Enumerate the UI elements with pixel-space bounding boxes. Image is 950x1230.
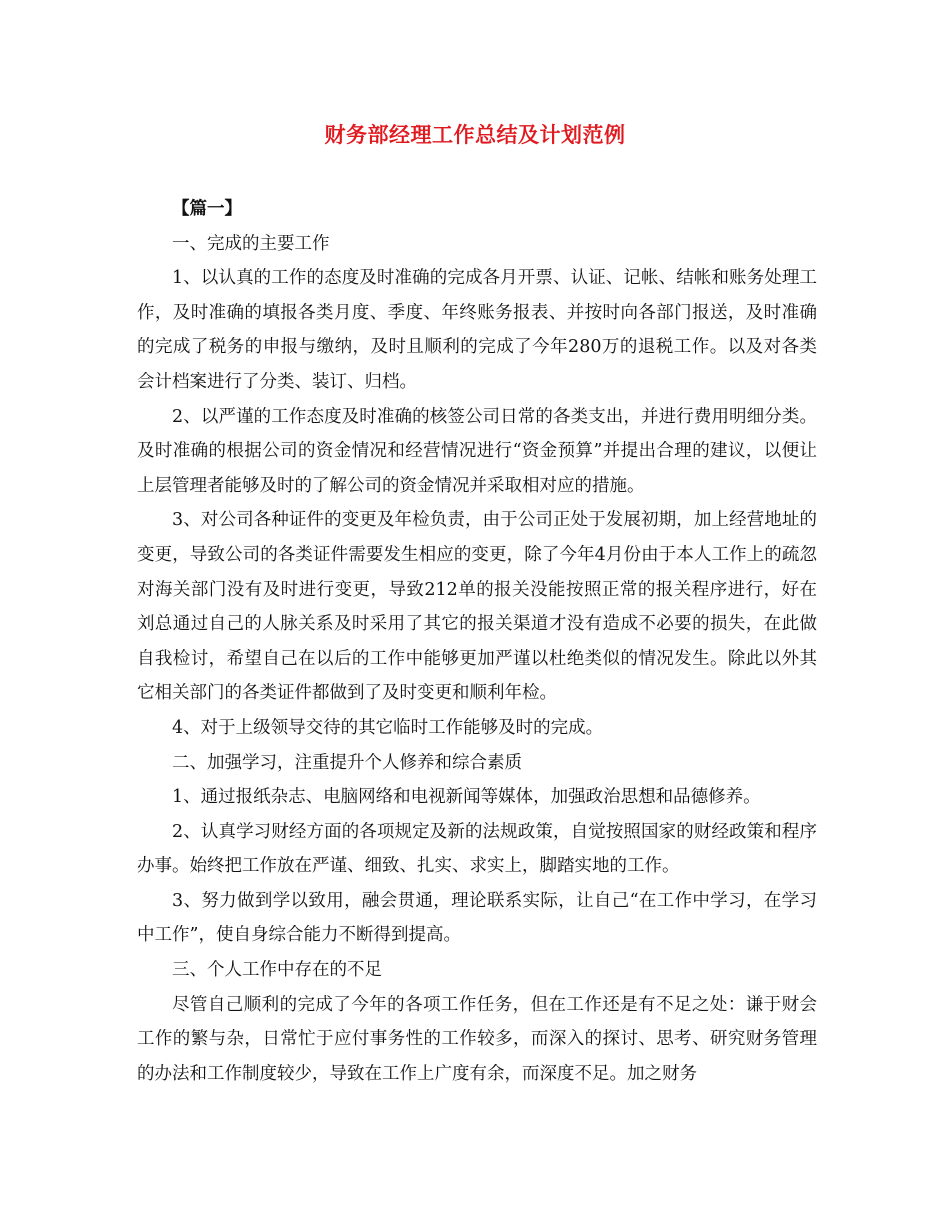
heading-study: 二、加强学习，注重提升个人修养和综合素质	[172, 752, 522, 773]
paragraph-work-item-4: 4、对于上级领导交待的其它临时工作能够及时的完成。	[172, 717, 604, 738]
heading-main-work: 一、完成的主要工作	[172, 233, 330, 254]
paragraph-study-item-1: 1、通过报纸杂志、电脑网络和电视新闻等媒体，加强政治思想和品德修养。	[172, 787, 761, 808]
paragraph-work-item-3: 3、对公司各种证件的变更及年检负责，由于公司正处于发展初期，加上经营地址的变更，导致公司的各类证件需要发生相应的变更，除了今年4月份由于本人工作上的疏忽对海关部门没有及时进行变更，导致212单的报关没能按照正常的报关程序进行，好在刘总通过自己的人脉关系及时采用了其它的报关渠道才没有造成不必要的损失，在此做自我检讨，希望自己在以后的工作中能够更加严谨以杜绝类似的情况发生。除此以外其它相关部门的各类证件都做到了及时变更和顺利年检。	[137, 510, 817, 704]
document-body	[137, 192, 817, 1091]
paragraph-shortcomings: 尽管自己顺利的完成了今年的各项工作任务，但在工作还是有不足之处：谦于财会工作的繁与杂，日常忙于应付事务性的工作较多，而深入的探讨、思考、研究财务管理的办法和工作制度较少，导致在工作上广度有余，而深度不足。加之财务	[137, 994, 817, 1084]
paragraph-work-item-2: 2、以严谨的工作态度及时准确的核签公司日常的各类支出，并进行费用明细分类。及时准确的根据公司的资金情况和经营情况进行“资金预算”并提出合理的建议，以便让上层管理者能够及时的了解公司的资金情况并采取相对应的措施。	[137, 406, 817, 496]
paragraph-study-item-2: 2、认真学习财经方面的各项规定及新的法规政策，自觉按照国家的财经政策和程序办事。始终把工作放在严谨、细致、扎实、求实上，脚踏实地的工作。	[137, 821, 817, 877]
heading-shortcomings: 三、个人工作中存在的不足	[172, 960, 382, 981]
paragraph-work-item-1: 1、以认真的工作的态度及时准确的完成各月开票、认证、记帐、结帐和账务处理工作，及时准确的填报各类月度、季度、年终账务报表、并按时向各部门报送，及时准确的完成了税务的申报与缴纳，及时且顺利的完成了今年280万的退税工作。以及对各类会计档案进行了分类、装订、归档。	[137, 268, 817, 392]
paragraph-study-item-3: 3、努力做到学以致用，融会贯通，理论联系实际，让自己“在工作中学习，在学习中工作”，使自身综合能力不断得到提高。	[137, 890, 817, 946]
section-label-part-one: 【篇一】	[172, 199, 242, 219]
document-title: 财务部经理工作总结及计划范例	[324, 123, 626, 147]
